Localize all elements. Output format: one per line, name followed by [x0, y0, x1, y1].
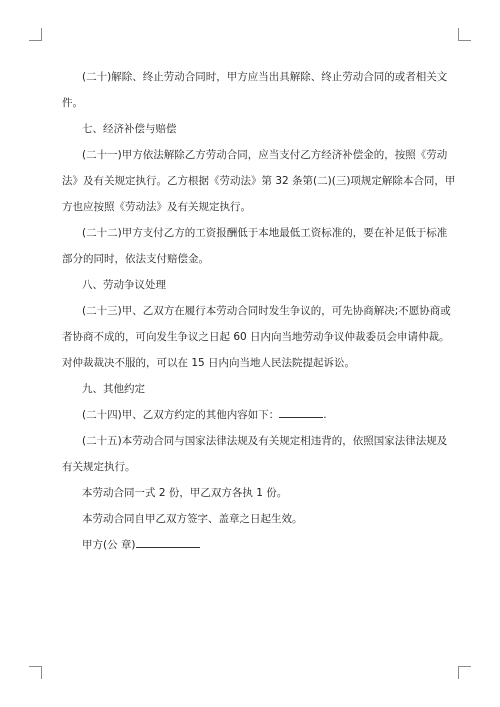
text-line: 对仲裁裁决不服的，可以在 15 日内向当地人民法院提起诉讼。	[62, 357, 356, 369]
effective-statement	[62, 506, 442, 532]
clause-24-period: .	[323, 409, 327, 421]
text-line: 件。	[62, 97, 83, 109]
section-heading: 七、经济补偿与赔偿	[82, 123, 177, 135]
text-line: 部分的同时，依法支付赔偿金。	[62, 253, 209, 265]
section-heading-7	[62, 116, 442, 142]
crop-mark-top-right	[458, 28, 471, 41]
clause-23-continuation	[62, 324, 450, 376]
text-line: 法》及有关规定执行。乙方根据《劳动法》第 32 条第(二)(三)项规定解除本合同，甲	[62, 175, 456, 187]
text-line: (二十一)甲方依法解除乙方劳动合同，应当支付乙方经济补偿金的，按照《劳动	[82, 149, 448, 161]
text-line	[62, 532, 442, 558]
clause-22-continuation	[62, 246, 442, 272]
clause-21-continuation	[62, 168, 456, 220]
text-line: 本劳动合同自甲乙双方签字、盖章之日起生效。	[82, 513, 303, 525]
text-line: (二十)解除、终止劳动合同时，甲方应当出具解除、终止劳动合同的或者相关文	[82, 71, 448, 83]
clause-25-continuation	[62, 454, 442, 480]
text-line: 方也应按照《劳动法》及有关规定执行。	[62, 201, 251, 213]
crop-mark-bottom-right	[458, 666, 471, 679]
section-heading: 八、劳动争议处理	[82, 279, 166, 291]
clause-24	[62, 402, 442, 428]
text-line: (二十五)本劳动合同与国家法律法规及有关规定相违背的，依照国家法律法规及	[82, 435, 448, 447]
crop-mark-bottom-left	[29, 666, 42, 679]
section-heading: 九、其他约定	[82, 383, 145, 395]
clause-25	[62, 428, 448, 454]
section-heading-9	[62, 376, 442, 402]
text-line: 有关规定执行。	[62, 461, 136, 473]
party-a-label: 甲方(公 章)	[82, 539, 136, 551]
clause-20-continuation	[62, 90, 442, 116]
text-line: 者协商不成的，可向发生争议之日起 60 日内向当地劳动争议仲裁委员会申请仲裁。	[62, 331, 450, 343]
signature-blank[interactable]	[136, 535, 200, 548]
party-a-signature	[62, 532, 442, 558]
section-heading-8	[62, 272, 442, 298]
text-line: (二十二)甲方支付乙方的工资报酬低于本地最低工资标准的，要在补足低于标准	[82, 227, 448, 239]
text-line: (二十三)甲、乙双方在履行本劳动合同时发生争议的，可先协商解决;不愿协商或	[82, 305, 451, 317]
text-line	[62, 402, 442, 428]
copies-statement	[62, 480, 442, 506]
clause-22	[62, 220, 448, 246]
clause-24-text: (二十四)甲、乙双方约定的其他内容如下：	[82, 409, 280, 421]
clause-23	[62, 298, 451, 324]
crop-mark-top-left	[29, 28, 42, 41]
text-line: 本劳动合同一式 2 份，甲乙双方各执 1 份。	[82, 487, 288, 499]
document-body	[62, 64, 456, 558]
fill-in-blank[interactable]	[279, 405, 323, 418]
clause-20	[62, 64, 448, 90]
clause-21	[62, 142, 448, 168]
